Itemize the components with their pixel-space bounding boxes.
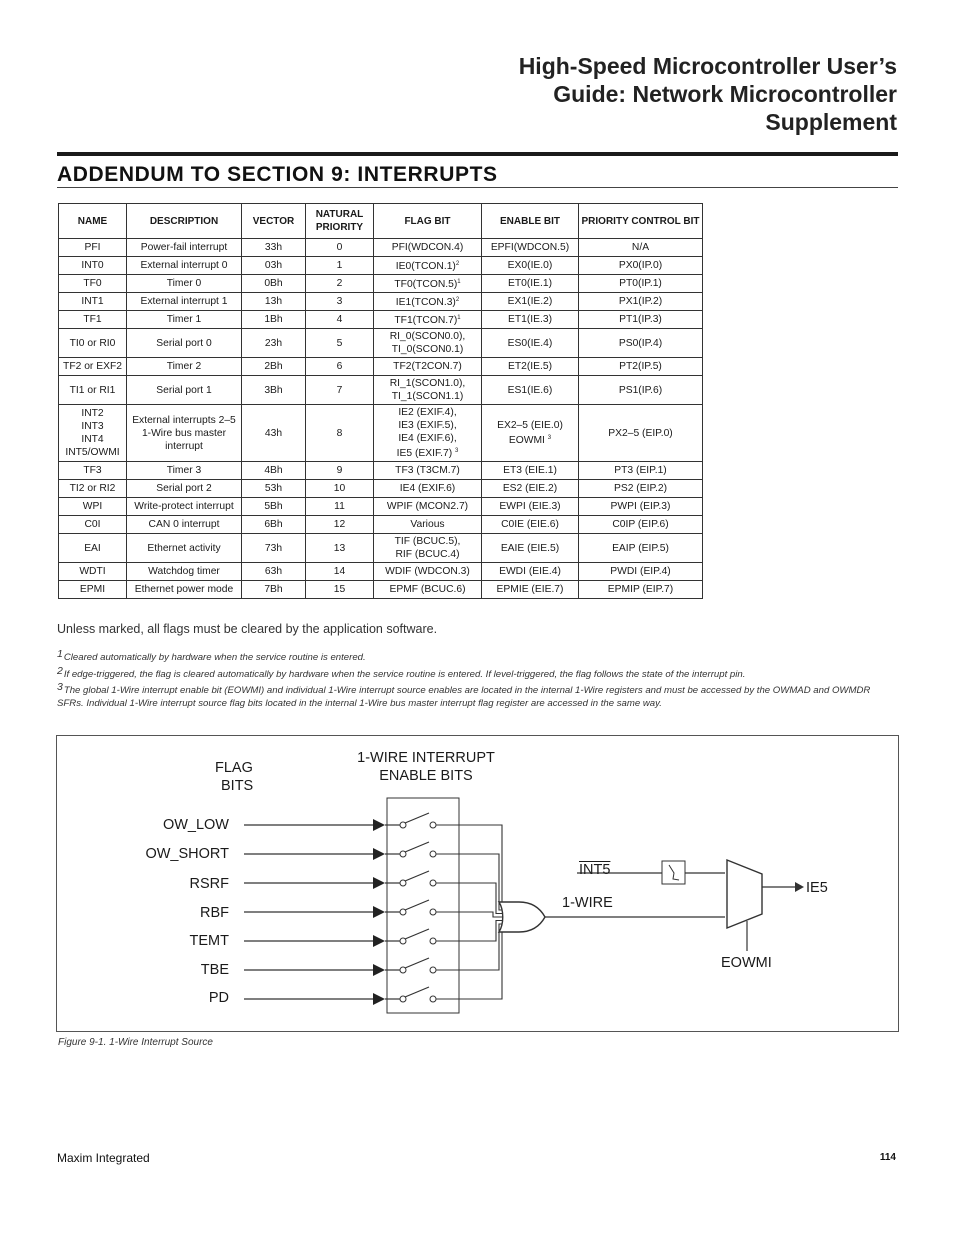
table-row bbox=[59, 563, 703, 581]
cell-line: RI_1(SCON1.0), bbox=[389, 378, 466, 389]
flag-bit-cell bbox=[374, 405, 482, 462]
interrupt-table bbox=[58, 203, 703, 599]
enable-bits-box bbox=[387, 798, 459, 1013]
priority-cell: 12 bbox=[306, 516, 374, 534]
gate-input-wire bbox=[436, 854, 502, 910]
signal-arrow bbox=[373, 993, 385, 1005]
name-cell: TI0 or RI0 bbox=[59, 329, 127, 358]
vector-cell: 1Bh bbox=[242, 311, 306, 329]
priority-control-cell: PX2–5 (EIP.0) bbox=[579, 405, 703, 462]
priority-cell: 0 bbox=[306, 239, 374, 257]
signal-arrow bbox=[373, 877, 385, 889]
priority-control-cell: EAIP (EIP.5) bbox=[579, 534, 703, 563]
document-title bbox=[377, 52, 897, 136]
priority-control-cell: PS2 (EIP.2) bbox=[579, 480, 703, 498]
gate-input-wire bbox=[436, 825, 502, 907]
column-header: NATURAL PRIORITY bbox=[306, 204, 374, 239]
priority-control-cell: C0IP (EIP.6) bbox=[579, 516, 703, 534]
vector-cell: 13h bbox=[242, 293, 306, 311]
priority-cell: 10 bbox=[306, 480, 374, 498]
onewire-label: 1-WIRE bbox=[562, 895, 613, 911]
cell-line: INT4 bbox=[81, 434, 104, 445]
gate-input-wire bbox=[436, 924, 502, 970]
description-cell: Watchdog timer bbox=[127, 563, 242, 581]
enable-bit-cell: EX1(IE.2) bbox=[482, 293, 579, 311]
table-row bbox=[59, 581, 703, 599]
description-cell: Write-protect interrupt bbox=[127, 498, 242, 516]
description-cell: Serial port 0 bbox=[127, 329, 242, 358]
name-cell: INT1 bbox=[59, 293, 127, 311]
footnote-ref: 1 bbox=[457, 315, 461, 321]
priority-cell: 5 bbox=[306, 329, 374, 358]
flag-bit-cell: IE0(TCON.1)$^2$ bbox=[374, 257, 482, 275]
priority-cell: 11 bbox=[306, 498, 374, 516]
cell-line: IE4 (EXIF.6), bbox=[398, 433, 457, 444]
signal-label: TBE bbox=[200, 962, 229, 978]
switch-lever bbox=[405, 842, 429, 852]
flag-bit-cell bbox=[374, 329, 482, 358]
enable-bit-cell: ES1(IE.6) bbox=[482, 376, 579, 405]
flag-bit-cell bbox=[374, 534, 482, 563]
or-gate bbox=[499, 902, 545, 932]
column-header: FLAG BIT bbox=[374, 204, 482, 239]
figure-caption: Figure 9-1. 1-Wire Interrupt Source bbox=[58, 1037, 213, 1048]
footnote-ref: 2 bbox=[455, 297, 460, 303]
gate-input-wire bbox=[436, 883, 502, 914]
name-cell: TI2 or RI2 bbox=[59, 480, 127, 498]
name-cell: TI1 or RI1 bbox=[59, 376, 127, 405]
cell-line: IE5 (EXIF.7) $^3$ bbox=[396, 448, 459, 459]
cell-line: EX2–5 (EIE.0) bbox=[497, 420, 563, 431]
vector-cell: 63h bbox=[242, 563, 306, 581]
priority-control-cell: PWDI (EIP.4) bbox=[579, 563, 703, 581]
enable-bit-cell: EWDI (EIE.4) bbox=[482, 563, 579, 581]
cell-line: RIF (BCUC.4) bbox=[395, 549, 460, 560]
priority-cell: 2 bbox=[306, 275, 374, 293]
signal-arrow bbox=[373, 964, 385, 976]
section-rule bbox=[57, 187, 898, 188]
cell-line: RI_0(SCON0.0), bbox=[389, 331, 466, 342]
column-header: PRIORITY CONTROL BIT bbox=[579, 204, 703, 239]
description-cell bbox=[127, 405, 242, 462]
flag-bit-cell: WPIF (MCON2.7) bbox=[374, 498, 482, 516]
footnote-ref: 1 bbox=[457, 279, 461, 285]
enable-bit-cell: EPFI(WDCON.5) bbox=[482, 239, 579, 257]
column-header: DESCRIPTION bbox=[127, 204, 242, 239]
cell-line: TI_1(SCON1.1) bbox=[391, 391, 464, 402]
table-row bbox=[59, 462, 703, 480]
flag-bit-cell: TF3 (T3CM.7) bbox=[374, 462, 482, 480]
flag-bit-cell: Various bbox=[374, 516, 482, 534]
switch-lever bbox=[405, 958, 429, 968]
footnote-ref: 3 bbox=[455, 448, 459, 454]
signal-arrow bbox=[373, 819, 385, 831]
table-row bbox=[59, 275, 703, 293]
table-row bbox=[59, 293, 703, 311]
priority-cell: 13 bbox=[306, 534, 374, 563]
header-rule bbox=[57, 152, 898, 156]
title-line: High-Speed Microcontroller User’s bbox=[518, 53, 897, 79]
description-cell: Timer 0 bbox=[127, 275, 242, 293]
priority-cell: 6 bbox=[306, 358, 374, 376]
clearing-note: Unless marked, all flags must be cleared by the application software. bbox=[57, 622, 438, 636]
flag-bit-cell: WDIF (WDCON.3) bbox=[374, 563, 482, 581]
flag-bit-cell bbox=[374, 376, 482, 405]
priority-cell: 9 bbox=[306, 462, 374, 480]
vector-cell: 6Bh bbox=[242, 516, 306, 534]
enable-bits-label bbox=[351, 749, 501, 785]
name-cell: TF3 bbox=[59, 462, 127, 480]
description-cell: CAN 0 interrupt bbox=[127, 516, 242, 534]
table-row bbox=[59, 534, 703, 563]
footnote-number: 3 bbox=[57, 681, 63, 693]
flag-bit-cell: TF2(T2CON.7) bbox=[374, 358, 482, 376]
name-cell: TF1 bbox=[59, 311, 127, 329]
footnote-text: Cleared automatically by hardware when the service routine is entered. bbox=[63, 652, 366, 663]
footnote-ref: 3 bbox=[547, 435, 552, 441]
enable-bit-cell: EWPI (EIE.3) bbox=[482, 498, 579, 516]
description-cell: External interrupt 0 bbox=[127, 257, 242, 275]
cell-line: INT2 bbox=[81, 408, 104, 419]
enable-bits-line: ENABLE BITS bbox=[379, 768, 473, 784]
section-heading: ADDENDUM TO SECTION 9: INTERRUPTS bbox=[57, 163, 498, 186]
name-cell: TF0 bbox=[59, 275, 127, 293]
ie5-arrow bbox=[795, 882, 804, 892]
table-row bbox=[59, 405, 703, 462]
switch-lever bbox=[405, 987, 429, 997]
priority-cell: 14 bbox=[306, 563, 374, 581]
priority-control-cell: PX1(IP.2) bbox=[579, 293, 703, 311]
switch-contact bbox=[430, 880, 436, 886]
ie5-label: IE5 bbox=[806, 880, 828, 896]
vector-cell: 7Bh bbox=[242, 581, 306, 599]
priority-cell: 4 bbox=[306, 311, 374, 329]
switch-rows bbox=[244, 813, 502, 1005]
switch-contact bbox=[430, 909, 436, 915]
vector-cell: 0Bh bbox=[242, 275, 306, 293]
table-header-row bbox=[59, 204, 703, 239]
priority-control-cell: PT2(IP.5) bbox=[579, 358, 703, 376]
priority-control-cell: PX0(IP.0) bbox=[579, 257, 703, 275]
enable-bit-cell bbox=[482, 405, 579, 462]
flag-bits-line: BITS bbox=[221, 778, 254, 794]
table-row bbox=[59, 239, 703, 257]
mux bbox=[727, 860, 762, 928]
priority-cell: 8 bbox=[306, 405, 374, 462]
cell-line: INT5/OWMI bbox=[65, 447, 120, 458]
gate-input-wire bbox=[436, 928, 502, 1000]
footnote-text: The global 1-Wire interrupt enable bit (EOWMI) and individual 1-Wire interrupt source enables are located in the internal 1-Wire registers and must be accessed by the OWMAD and OWMDR SFRs. Individual 1-Wire interrupt source flag bits located in the internal 1-Wire bus master interrupt flag register are accessed in the same way. bbox=[57, 685, 871, 709]
signal-label: PD bbox=[208, 990, 229, 1006]
priority-control-cell: PT1(IP.3) bbox=[579, 311, 703, 329]
cell-line: IE3 (EXIF.5), bbox=[398, 420, 457, 431]
name-cell: EAI bbox=[59, 534, 127, 563]
signal-label: OW_SHORT bbox=[145, 846, 229, 862]
enable-bit-cell: EX0(IE.0) bbox=[482, 257, 579, 275]
name-cell: PFI bbox=[59, 239, 127, 257]
switch-contact bbox=[430, 967, 436, 973]
description-cell: Timer 3 bbox=[127, 462, 242, 480]
cell-line: EOWMI $^3$ bbox=[508, 435, 552, 446]
switch-contact bbox=[430, 938, 436, 944]
description-cell: Serial port 2 bbox=[127, 480, 242, 498]
enable-bit-cell: EAIE (EIE.5) bbox=[482, 534, 579, 563]
cell-line: 1-Wire bus master bbox=[141, 427, 227, 439]
signal-label: OW_LOW bbox=[162, 817, 229, 833]
priority-control-cell: N/A bbox=[579, 239, 703, 257]
cell-line: TI_0(SCON0.1) bbox=[391, 344, 464, 355]
flag-bit-cell: IE4 (EXIF.6) bbox=[374, 480, 482, 498]
signal-labels bbox=[97, 736, 229, 1031]
table-row bbox=[59, 480, 703, 498]
footnote bbox=[57, 648, 899, 664]
vector-cell: 4Bh bbox=[242, 462, 306, 480]
description-cell: Timer 2 bbox=[127, 358, 242, 376]
enable-bit-cell: C0IE (EIE.6) bbox=[482, 516, 579, 534]
vector-cell: 2Bh bbox=[242, 358, 306, 376]
switch-contact bbox=[430, 822, 436, 828]
description-cell: Timer 1 bbox=[127, 311, 242, 329]
description-cell: External interrupt 1 bbox=[127, 293, 242, 311]
flag-bit-cell: TF1(TCON.7)$^1$ bbox=[374, 311, 482, 329]
priority-cell: 1 bbox=[306, 257, 374, 275]
priority-control-cell: PS0(IP.4) bbox=[579, 329, 703, 358]
table-row bbox=[59, 376, 703, 405]
table-row bbox=[59, 311, 703, 329]
switch-contact bbox=[430, 851, 436, 857]
vector-cell: 03h bbox=[242, 257, 306, 275]
footnote-number: 1 bbox=[57, 648, 63, 660]
cell-line: IE2 (EXIF.4), bbox=[398, 407, 457, 418]
priority-control-cell: PT3 (EIP.1) bbox=[579, 462, 703, 480]
name-cell: TF2 or EXF2 bbox=[59, 358, 127, 376]
description-cell: Power-fail interrupt bbox=[127, 239, 242, 257]
footnote bbox=[57, 681, 899, 710]
vector-cell: 3Bh bbox=[242, 376, 306, 405]
flag-bits-line: FLAG bbox=[215, 760, 253, 776]
name-cell: WDTI bbox=[59, 563, 127, 581]
signal-arrow bbox=[373, 848, 385, 860]
table-row bbox=[59, 329, 703, 358]
name-cell bbox=[59, 405, 127, 462]
cell-line: TIF (BCUC.5), bbox=[394, 536, 461, 547]
cell-line: External interrupts 2–5 bbox=[132, 414, 236, 426]
enable-bits-line: 1-WIRE INTERRUPT bbox=[357, 750, 495, 766]
vector-cell: 53h bbox=[242, 480, 306, 498]
page-number: 114 bbox=[879, 1152, 896, 1163]
footnote-ref: 2 bbox=[455, 261, 460, 267]
title-line: Guide: Network Microcontroller bbox=[553, 81, 897, 107]
signal-label: RBF bbox=[200, 905, 229, 921]
cell-line: interrupt bbox=[165, 440, 203, 452]
priority-control-cell: PWPI (EIP.3) bbox=[579, 498, 703, 516]
enable-bit-cell: ES2 (EIE.2) bbox=[482, 480, 579, 498]
priority-control-cell: PT0(IP.1) bbox=[579, 275, 703, 293]
description-cell: Ethernet power mode bbox=[127, 581, 242, 599]
column-header: ENABLE BIT bbox=[482, 204, 579, 239]
interrupt-source-figure bbox=[56, 735, 899, 1032]
title-line: Supplement bbox=[765, 109, 897, 135]
signal-label: RSRF bbox=[189, 876, 229, 892]
gate-input-wire bbox=[436, 921, 502, 942]
int5-label: INT5 bbox=[579, 862, 611, 878]
footnote bbox=[57, 665, 899, 681]
name-cell: WPI bbox=[59, 498, 127, 516]
enable-bit-cell: ES0(IE.4) bbox=[482, 329, 579, 358]
eowmi-label: EOWMI bbox=[721, 955, 772, 971]
priority-control-cell: PS1(IP.6) bbox=[579, 376, 703, 405]
enable-bit-cell: ET2(IE.5) bbox=[482, 358, 579, 376]
switch-lever bbox=[405, 900, 429, 910]
switch-contact bbox=[430, 996, 436, 1002]
flag-bit-cell: PFI(WDCON.4) bbox=[374, 239, 482, 257]
vector-cell: 73h bbox=[242, 534, 306, 563]
footnote-number: 2 bbox=[57, 665, 63, 677]
column-header: NAME bbox=[59, 204, 127, 239]
priority-control-cell: EPMIP (EIP.7) bbox=[579, 581, 703, 599]
footnote-text: If edge-triggered, the flag is cleared automatically by hardware when the service routine is entered. If level-triggered, the flag follows the state of the interrupt pin. bbox=[63, 669, 746, 680]
description-cell: Serial port 1 bbox=[127, 376, 242, 405]
description-cell: Ethernet activity bbox=[127, 534, 242, 563]
vector-cell: 43h bbox=[242, 405, 306, 462]
enable-bit-cell: ET0(IE.1) bbox=[482, 275, 579, 293]
vector-cell: 5Bh bbox=[242, 498, 306, 516]
priority-cell: 7 bbox=[306, 376, 374, 405]
name-cell: INT0 bbox=[59, 257, 127, 275]
priority-cell: 15 bbox=[306, 581, 374, 599]
name-cell: EPMI bbox=[59, 581, 127, 599]
cell-line: INT3 bbox=[81, 421, 104, 432]
flag-bit-cell: TF0(TCON.5)$^1$ bbox=[374, 275, 482, 293]
name-cell: C0I bbox=[59, 516, 127, 534]
vector-cell: 23h bbox=[242, 329, 306, 358]
table-row bbox=[59, 358, 703, 376]
gate-input-wire bbox=[436, 912, 502, 917]
enable-bit-cell: EPMIE (EIE.7) bbox=[482, 581, 579, 599]
enable-bit-cell: ET1(IE.3) bbox=[482, 311, 579, 329]
table-body bbox=[59, 239, 703, 599]
table-row bbox=[59, 498, 703, 516]
enable-bit-cell: ET3 (EIE.1) bbox=[482, 462, 579, 480]
column-header: VECTOR bbox=[242, 204, 306, 239]
vector-cell: 33h bbox=[242, 239, 306, 257]
switch-lever bbox=[405, 871, 429, 881]
signal-label: TEMT bbox=[189, 933, 229, 949]
table-row bbox=[59, 516, 703, 534]
signal-arrow bbox=[373, 935, 385, 947]
flag-bit-cell: EPMF (BCUC.6) bbox=[374, 581, 482, 599]
signal-arrow bbox=[373, 906, 385, 918]
footer-company: Maxim Integrated bbox=[57, 1151, 150, 1165]
switch-lever bbox=[405, 813, 429, 823]
flag-bit-cell: IE1(TCON.3)$^2$ bbox=[374, 293, 482, 311]
switch-lever bbox=[405, 929, 429, 939]
priority-cell: 3 bbox=[306, 293, 374, 311]
table-row bbox=[59, 257, 703, 275]
